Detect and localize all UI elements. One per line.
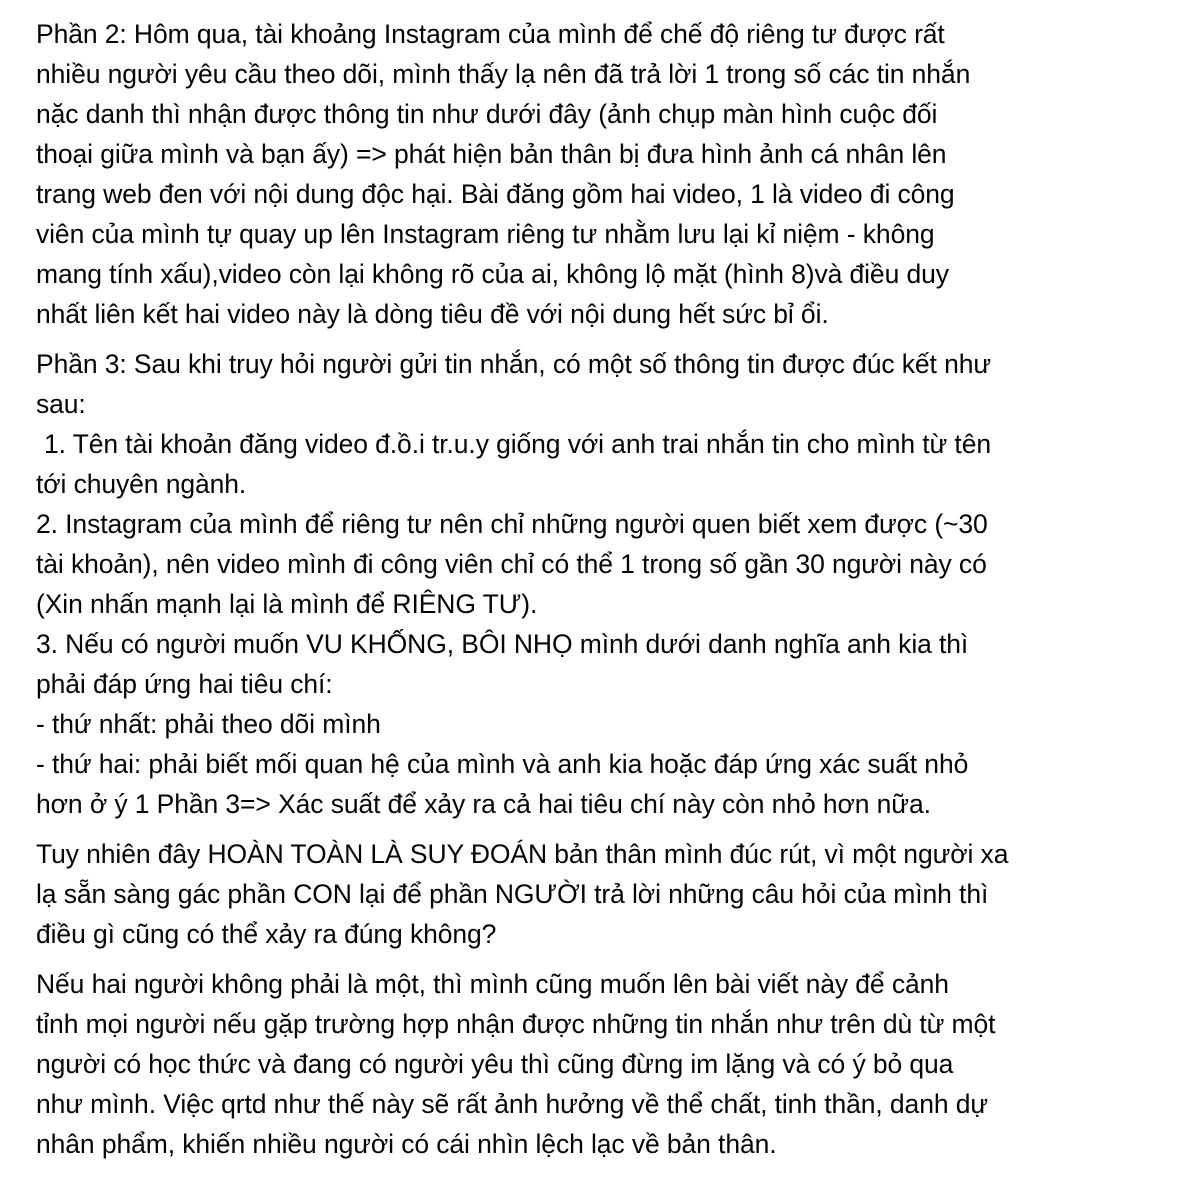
paragraph-part-2 [36,14,1158,334]
text-line: nặc danh thì nhận được thông tin như dưới đây (ảnh chụp màn hình cuộc đối [36,99,938,129]
text-line: Tuy nhiên đây HOÀN TOÀN LÀ SUY ĐOÁN bản thân mình đúc rút, vì một người xa [36,839,1009,869]
text-line: hơn ở ý 1 Phần 3=> Xác suất để xảy ra cả hai tiêu chí này còn nhỏ hơn nữa. [36,789,931,819]
text-line: thoại giữa mình và bạn ấy) => phát hiện bản thân bị đưa hình ảnh cá nhân lên [36,139,947,169]
criterion-2: - thứ hai: phải biết mối quan hệ của mình và anh kia hoặc đáp ứng xác suất nhỏ [36,749,969,779]
text-line: (Xin nhấn mạnh lại là mình để RIÊNG TƯ). [36,589,538,619]
text-line: Phần 2: Hôm qua, tài khoảng Instagram của mình để chế độ riêng tư được rất [36,19,945,49]
text-line: phải đáp ứng hai tiêu chí: [36,669,333,699]
text-line: trang web đen với nội dung độc hại. Bài đăng gồm hai video, 1 là video đi công [36,179,955,209]
text-line: viên của mình tự quay up lên Instagram riêng tư nhằm lưu lại kỉ niệm - không [36,219,935,249]
list-item-1: 1. Tên tài khoản đăng video đ.ồ.i tr.u.y giống với anh trai nhắn tin cho mình từ tên [44,429,991,459]
text-line: sau: [36,389,86,419]
text-line: nhân phẩm, khiến nhiều người có cái nhìn lệch lạc về bản thân. [36,1129,777,1159]
text-line: tỉnh mọi người nếu gặp trường hợp nhận được những tin nhắn như trên dù từ một [36,1009,996,1039]
text-line: tới chuyên ngành. [36,469,247,499]
list-item-3: 3. Nếu có người muốn VU KHỐNG, BÔI NHỌ mình dưới danh nghĩa anh kia thì [36,629,969,659]
text-line: lạ sẵn sàng gác phần CON lại để phần NGƯỜI trả lời những câu hỏi của mình thì [36,879,989,909]
text-line: Phần 3: Sau khi truy hỏi người gửi tin nhắn, có một số thông tin được đúc kết như [36,349,991,379]
text-line: Nếu hai người không phải là một, thì mình cũng muốn lên bài viết này để cảnh [36,969,949,999]
paragraph-part-4 [36,834,1158,954]
post-body [36,14,1158,1164]
paragraph-part-3 [36,344,1158,824]
list-item-2: 2. Instagram của mình để riêng tư nên chỉ những người quen biết xem được (~30 [36,509,988,539]
text-line: như mình. Việc qrtd như thế này sẽ rất ảnh hưởng về thể chất, tinh thần, danh dự [36,1089,989,1119]
text-line: mang tính xấu),video còn lại không rõ của ai, không lộ mặt (hình 8)và điều duy [36,259,949,289]
paragraph-part-5 [36,964,1158,1164]
text-line: điều gì cũng có thể xảy ra đúng không? [36,919,497,949]
text-line: tài khoản), nên video mình đi công viên chỉ có thể 1 trong số gần 30 người này có [36,549,987,579]
text-line: người có học thức và đang có người yêu thì cũng đừng im lặng và có ý bỏ qua [36,1049,954,1079]
criterion-1: - thứ nhất: phải theo dõi mình [36,709,381,739]
text-line: nhiều người yêu cầu theo dõi, mình thấy lạ nên đã trả lời 1 trong số các tin nhắn [36,59,971,89]
text-line: nhất liên kết hai video này là dòng tiêu đề với nội dung hết sức bỉ ổi. [36,299,829,329]
